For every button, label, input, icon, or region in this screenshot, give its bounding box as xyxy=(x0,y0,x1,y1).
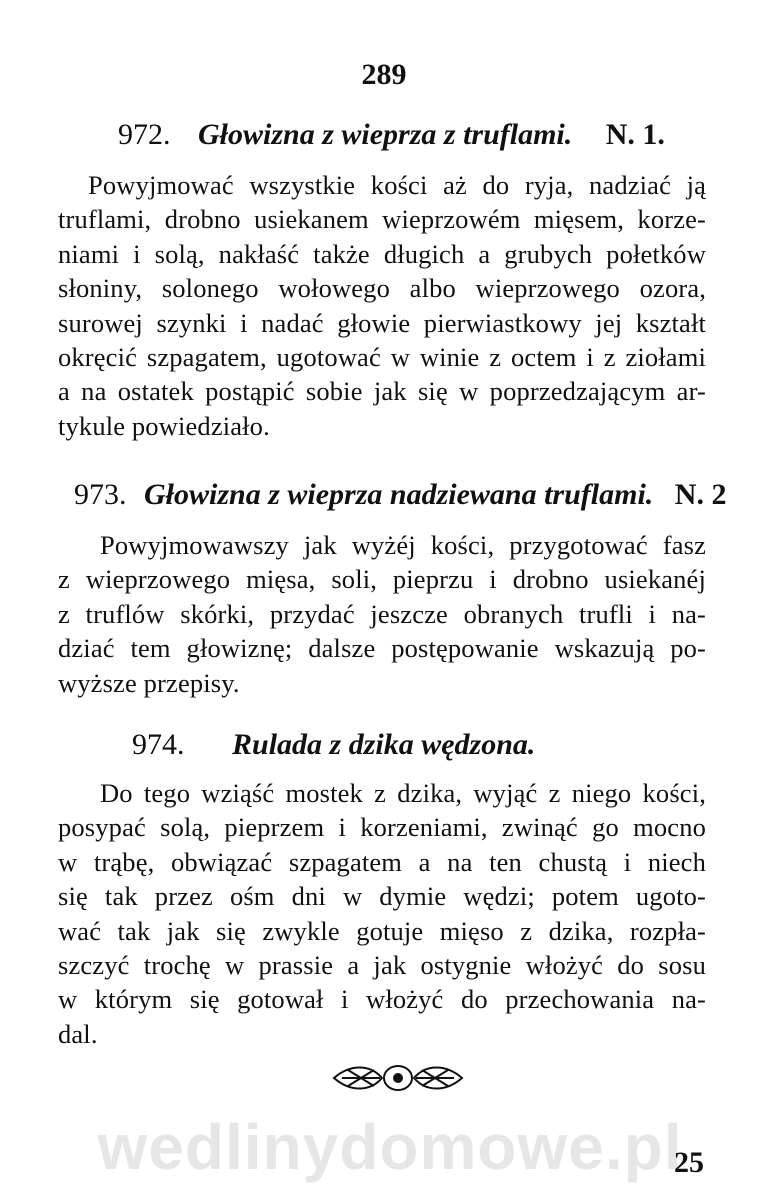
text-line: a na ostatek postąpić sobie jak się w poprzedzającym ar- xyxy=(58,376,706,407)
recipe-972-heading xyxy=(118,118,665,152)
text-line: w trąbę, obwiązać szpagatem a na ten chustą i niech xyxy=(58,846,706,877)
text-line: dziać tem głowiznę; dalsze postępowanie wskazują po- xyxy=(58,633,706,664)
recipe-973-heading xyxy=(74,478,726,512)
recipe-974-text xyxy=(58,776,706,1051)
text-line: z wieprzowego mięsa, soli, pieprzu i drobno usiekanéj xyxy=(58,564,706,595)
text-line: tykule powiedziało. xyxy=(58,410,270,441)
text-line: Do tego wziąść mostek z dzika, wyjąć z niego kości, xyxy=(100,778,706,808)
signature-mark: 25 xyxy=(674,1146,704,1179)
recipe-972-text xyxy=(58,168,706,443)
recipe-title: Rulada z dzika wędzona. xyxy=(232,728,536,761)
recipe-number: 972. xyxy=(118,118,171,151)
recipe-mark: N. 2 xyxy=(674,478,727,511)
recipe-number: 974. xyxy=(132,728,185,761)
text-line: dal. xyxy=(58,1018,98,1049)
text-line: posypać solą, pieprzem i korzeniami, zwinąć go mocno xyxy=(58,812,706,843)
text-line: Powyjmować wszystkie kości aż do ryja, nadziać ją xyxy=(88,170,706,200)
page-number: 289 xyxy=(361,58,407,91)
text-line: truflami, drobno usiekanem wieprzowém mięsem, korze- xyxy=(58,204,706,235)
text-line: szczyć trochę w prassie a jak ostygnie włożyć do sosu xyxy=(58,950,706,981)
text-line: wyższe przepisy. xyxy=(58,667,240,698)
ornament-vignette-icon xyxy=(330,1060,466,1096)
watermark: wedlinydomowe.pl xyxy=(97,1111,683,1183)
recipe-title: Głowizna z wieprza z truflami. xyxy=(198,118,573,151)
text-line: słoniny, solonego wołowego albo wieprzowego ozora, xyxy=(58,273,706,304)
recipe-number: 973. xyxy=(74,478,127,511)
text-line: w którym się gotował i włożyć do przechowania na- xyxy=(58,984,706,1015)
recipe-973-text xyxy=(58,528,706,700)
text-line: niami i solą, nakłaść także długich a grubych połetków xyxy=(58,238,706,269)
text-line: surowej szynki i nadać głowie pierwiastkowy jej kształt xyxy=(58,307,706,338)
text-line: wać tak jak się zwykle gotuje mięso z dzika, rozpła- xyxy=(58,915,706,946)
recipe-974-heading xyxy=(132,728,535,762)
recipe-mark: N. 1. xyxy=(605,118,665,151)
recipe-title: Głowizna z wieprza nadziewana truflami. xyxy=(144,478,654,511)
text-line: Powyjmowawszy jak wyżéj kości, przygotować fasz xyxy=(100,530,706,560)
text-line: się tak przez ośm dni w dymie wędzi; potem ugoto- xyxy=(58,881,706,912)
text-line: okręcić szpagatem, ugotować w winie z octem i z ziołami xyxy=(58,342,706,373)
text-line: z truflów skórki, przydać jeszcze obranych trufli i na- xyxy=(58,598,706,629)
